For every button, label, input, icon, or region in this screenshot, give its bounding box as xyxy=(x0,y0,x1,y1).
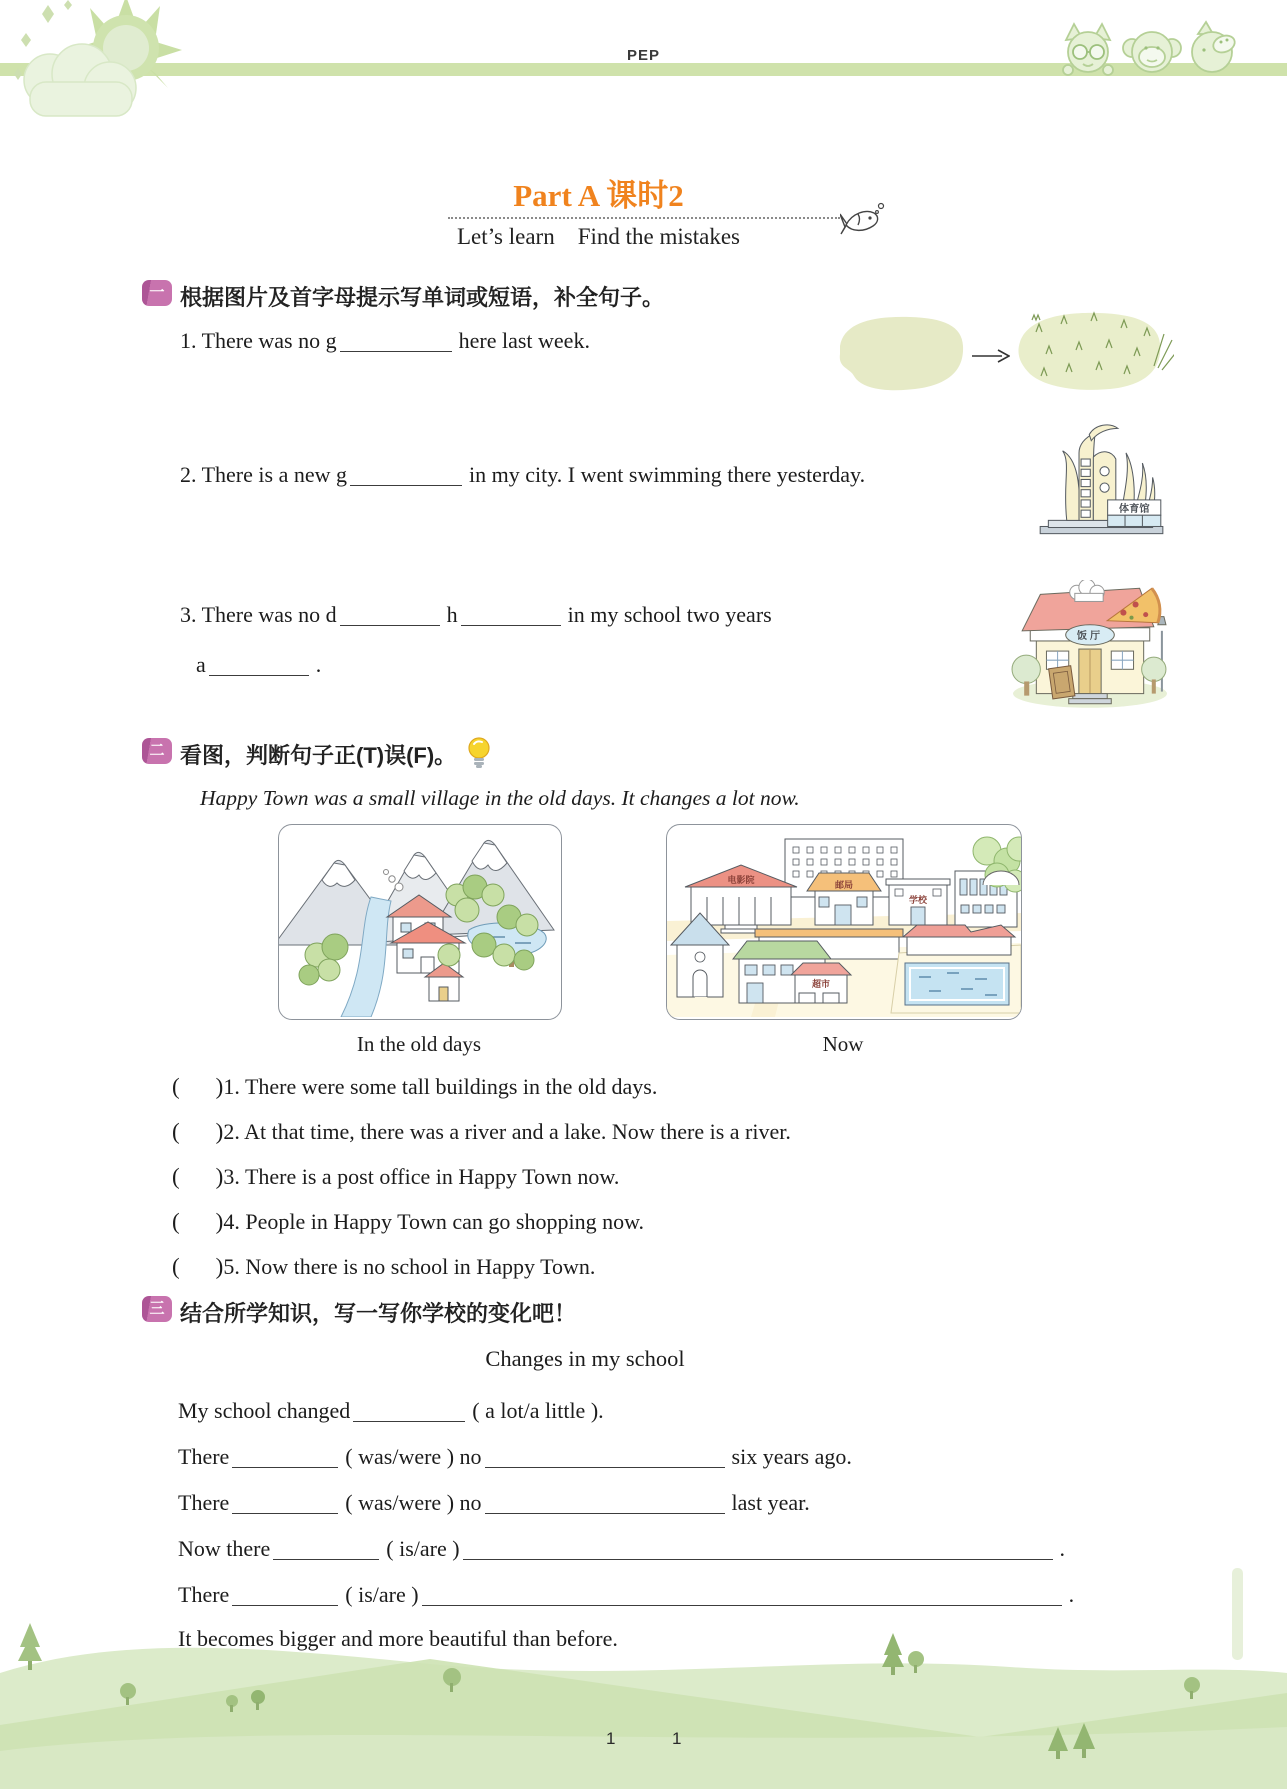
answer-blank xyxy=(232,1449,338,1468)
line4-mid: ( is/are ) xyxy=(386,1536,460,1561)
page-title: Part A 课时2 xyxy=(513,178,684,213)
section1-instruction: 根据图片及首字母提示写单词或短语，补全句子。 xyxy=(180,285,665,310)
answer-blank xyxy=(340,333,452,352)
town-scene xyxy=(667,825,1021,1017)
line4-post: . xyxy=(1059,1536,1066,1561)
answer-blank xyxy=(273,1541,379,1560)
old-days-picture xyxy=(278,824,562,1020)
animal-mascots-decoration xyxy=(1050,20,1245,76)
answer-blank xyxy=(485,1449,725,1468)
dining-hall-illustration xyxy=(1010,580,1170,710)
s3-line-2 xyxy=(178,1444,852,1470)
gym-sign-label: 体育馆 xyxy=(1118,504,1150,516)
village-scene xyxy=(279,825,561,1017)
answer-paren-open: ( xyxy=(172,1164,180,1189)
edition-label: PEP xyxy=(626,47,660,64)
caption-old-days: In the old days xyxy=(356,1032,482,1056)
school-label: 学校 xyxy=(908,895,928,905)
tf-question-4 xyxy=(172,1209,644,1235)
line3-pre: There xyxy=(178,1490,230,1515)
lesson-subtitle: Let’s learn Find the mistakes xyxy=(457,224,740,249)
answer-blank xyxy=(232,1495,338,1514)
question-text: 4. People in Happy Town can go shopping now. xyxy=(223,1209,645,1234)
item1-text-pre: 1. There was no g xyxy=(180,328,337,353)
item3-text-mid: h xyxy=(446,602,458,627)
line3-post: last year. xyxy=(731,1490,810,1515)
cat-icon xyxy=(1063,24,1113,75)
answer-blank xyxy=(350,467,462,486)
page-number-right: 1 xyxy=(672,1729,682,1748)
lightbulb-icon xyxy=(466,736,492,770)
line1-post: ( a lot/a little ). xyxy=(472,1398,604,1423)
line5-mid: ( is/are ) xyxy=(345,1582,419,1607)
item3-text-post: in my school two years xyxy=(567,602,772,627)
post-office-label: 邮局 xyxy=(834,880,854,890)
now-picture xyxy=(666,824,1022,1020)
s2-intro-sentence: Happy Town was a small village in the old days. It changes a lot now. xyxy=(200,786,800,810)
item3-line2-post: . xyxy=(315,652,322,677)
grass-illustration xyxy=(1006,304,1174,402)
answer-paren-close: ) xyxy=(215,1074,224,1099)
s3-line-6: It becomes bigger and more beautiful than before. xyxy=(178,1626,618,1651)
s1-item-3-line2 xyxy=(196,652,321,678)
tf-question-5 xyxy=(172,1254,595,1280)
s3-line-3 xyxy=(178,1490,810,1516)
line2-mid: ( was/were ) no xyxy=(345,1444,482,1469)
line2-post: six years ago. xyxy=(731,1444,852,1469)
section1-badge: 一 xyxy=(142,280,172,306)
cinema-label: 电影院 xyxy=(727,875,755,885)
answer-paren-close: ) xyxy=(215,1254,224,1279)
question-text: 1. There were some tall buildings in the old days. xyxy=(223,1074,658,1099)
line5-pre: There xyxy=(178,1582,230,1607)
pig-icon xyxy=(1192,22,1237,72)
answer-paren-close: ) xyxy=(215,1209,224,1234)
section3-instruction: 结合所学知识，写一写你学校的变化吧！ xyxy=(180,1301,577,1326)
item2-text-pre: 2. There is a new g xyxy=(180,462,347,487)
gym-illustration xyxy=(1032,422,1170,540)
line2-pre: There xyxy=(178,1444,230,1469)
answer-paren-open: ( xyxy=(172,1074,180,1099)
section2-badge: 二 xyxy=(142,738,172,764)
s1-item-2 xyxy=(180,462,865,488)
footer-hills-decoration xyxy=(0,1595,1287,1789)
answer-paren-close: ) xyxy=(215,1119,224,1144)
answer-blank xyxy=(463,1541,1053,1560)
answer-blank xyxy=(353,1403,465,1422)
supermarket-label: 超市 xyxy=(811,979,831,989)
monkey-icon xyxy=(1123,32,1181,72)
tf-question-2 xyxy=(172,1119,791,1145)
dining-sign-label: 饭厅 xyxy=(1076,630,1104,642)
answer-paren-open: ( xyxy=(172,1119,180,1144)
line5-post: . xyxy=(1068,1582,1075,1607)
caption-now: Now xyxy=(822,1032,864,1056)
question-text: 2. At that time, there was a river and a lake. Now there is a river. xyxy=(223,1119,791,1144)
line4-pre: Now there xyxy=(178,1536,271,1561)
s1-item-3-line1 xyxy=(180,602,772,628)
answer-blank xyxy=(461,607,561,626)
question-text: 3. There is a post office in Happy Town now. xyxy=(223,1164,620,1189)
item3-text-pre: 3. There was no d xyxy=(180,602,337,627)
item1-text-post: here last week. xyxy=(458,328,590,353)
item3-line2-pre: a xyxy=(196,652,206,677)
s3-line-1 xyxy=(178,1398,604,1424)
bare-ground-illustration xyxy=(828,310,970,394)
tf-question-1 xyxy=(172,1074,657,1100)
line3-mid: ( was/were ) no xyxy=(345,1490,482,1515)
title-divider xyxy=(448,217,840,219)
page-number-left: 1 xyxy=(606,1729,616,1748)
arrow-right-icon xyxy=(972,346,1010,366)
answer-paren-close: ) xyxy=(215,1164,224,1189)
item2-text-post: in my city. I went swimming there yesterday. xyxy=(469,462,866,487)
answer-paren-open: ( xyxy=(172,1209,180,1234)
answer-blank xyxy=(209,657,309,676)
s3-line-4 xyxy=(178,1536,1065,1562)
s1-item-1 xyxy=(180,328,590,354)
question-text: 5. Now there is no school in Happy Town. xyxy=(223,1254,596,1279)
answer-paren-open: ( xyxy=(172,1254,180,1279)
section2-instruction: 看图，判断句子正(T)误(F)。 xyxy=(180,743,457,768)
composition-title: Changes in my school xyxy=(485,1346,685,1371)
section3-badge: 三 xyxy=(142,1296,172,1322)
answer-blank xyxy=(340,607,440,626)
tf-question-3 xyxy=(172,1164,619,1190)
line1-pre: My school changed xyxy=(178,1398,351,1423)
answer-blank xyxy=(485,1495,725,1514)
